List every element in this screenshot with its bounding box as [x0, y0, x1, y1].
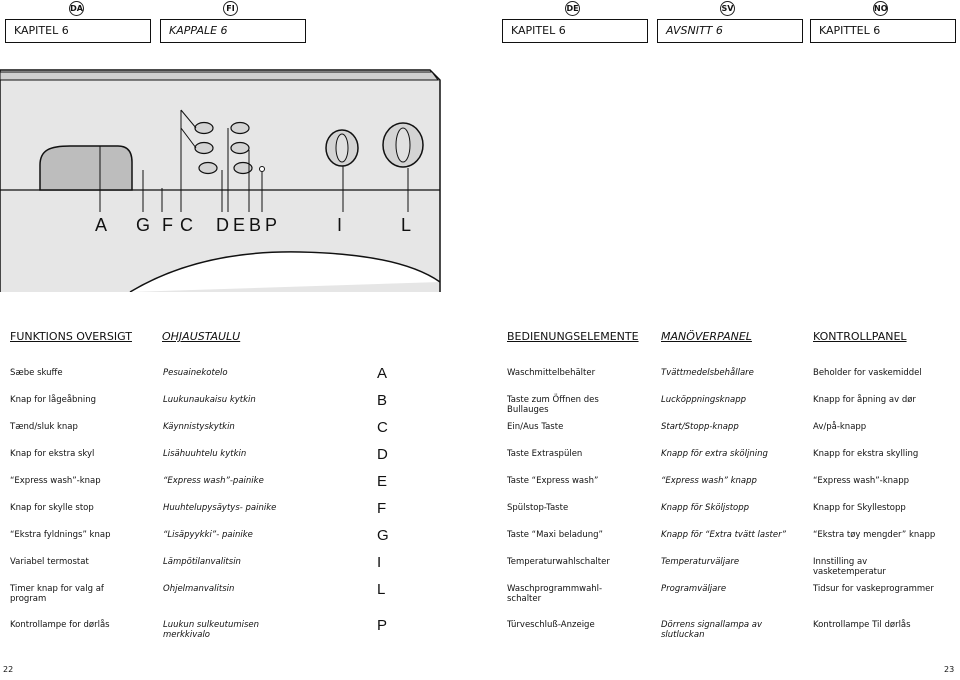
- row-g-fi: “Lisäpyykki”- painike: [163, 530, 253, 540]
- panel-letter-i: I: [337, 215, 343, 235]
- row-c-key: C: [377, 419, 388, 436]
- language-badge-de: DE: [565, 1, 580, 16]
- panel-letter-d: D: [216, 215, 229, 235]
- row-e-sv: “Express wash” knapp: [661, 476, 757, 486]
- row-l-de: Waschprogrammwahl-schalter: [507, 584, 603, 604]
- button-upper-left: [195, 123, 213, 134]
- row-i-no: Innstilling av vasketemperatur: [813, 557, 886, 577]
- language-badge-sv: SV: [720, 1, 735, 16]
- row-a-key: A: [377, 365, 388, 382]
- page-number-left: 22: [3, 665, 14, 674]
- row-l-fi: Ohjelmanvalitsin: [163, 584, 235, 594]
- row-p-fi: Luukun sulkeutumisen merkkivalo: [163, 620, 260, 640]
- button-lower-left: [199, 163, 217, 174]
- row-c-de: Ein/Aus Taste: [507, 422, 564, 432]
- row-a-fi: Pesuainekotelo: [163, 368, 228, 378]
- row-l-no: Tidsur for vaskeprogrammer: [813, 584, 934, 594]
- row-f-no: Knapp for Skyllestopp: [813, 503, 906, 513]
- row-d-no: Knapp for ekstra skylling: [813, 449, 919, 459]
- row-d-sv: Knapp för extra sköljning: [661, 449, 768, 459]
- heading-sv: MANÖVERPANEL: [661, 330, 752, 343]
- row-i-de: Temperaturwahlschalter: [507, 557, 610, 567]
- row-l-da: Timer knap for valg af program: [10, 584, 104, 604]
- row-f-fi: Huuhtelupysäytys- painike: [163, 503, 277, 513]
- chapter-box-de: KAPITEL 6: [502, 19, 648, 43]
- chapter-box-no: KAPITTEL 6: [810, 19, 956, 43]
- panel-letter-e: E: [233, 215, 246, 235]
- row-p-de: Türveschluß-Anzeige: [507, 620, 595, 630]
- row-b-key: B: [377, 392, 388, 409]
- row-d-da: Knap for ekstra skyl: [10, 449, 95, 459]
- chapter-box-da: KAPITEL 6: [5, 19, 151, 43]
- row-c-sv: Start/Stopp-knapp: [661, 422, 739, 432]
- row-f-sv: Knapp för Sköljstopp: [661, 503, 750, 513]
- row-f-key: F: [377, 500, 387, 517]
- heading-no: KONTROLLPANEL: [813, 330, 907, 343]
- language-badge-fi: FI: [223, 1, 238, 16]
- row-b-de: Taste zum Öffnen des Bullauges: [507, 395, 599, 415]
- button-upper-right: [231, 123, 249, 134]
- row-l-sv: Programväljare: [661, 584, 727, 594]
- row-a-da: Sæbe skuffe: [10, 368, 63, 378]
- row-a-de: Waschmittelbehälter: [507, 368, 596, 378]
- row-i-key: I: [377, 554, 382, 571]
- row-p-sv: Dörrens signallampa av slutluckan: [661, 620, 763, 640]
- door-lock-lamp: [260, 167, 265, 172]
- row-a-sv: Tvättmedelsbehållare: [661, 368, 754, 378]
- control-panel-illustration: [0, 52, 960, 292]
- panel-letter-f: F: [162, 215, 173, 235]
- row-f-de: Spülstop-Taste: [507, 503, 569, 513]
- row-c-fi: Käynnistyskytkin: [163, 422, 235, 432]
- heading-fi: OHJAUSTAULU: [162, 330, 241, 343]
- page-number-right: 23: [944, 665, 955, 674]
- panel-letter-c: C: [180, 215, 193, 235]
- row-p-key: P: [377, 617, 388, 634]
- button-middle-left: [195, 143, 213, 154]
- chapter-box-sv: AVSNITT 6: [657, 19, 803, 43]
- row-g-key: G: [377, 527, 389, 544]
- row-g-no: “Ekstra tøy mengder” knapp: [813, 530, 936, 540]
- row-b-fi: Luukunaukaisu kytkin: [163, 395, 256, 405]
- language-badge-no: NO: [873, 1, 888, 16]
- row-g-da: “Ekstra fyldnings” knap: [10, 530, 111, 540]
- row-b-da: Knap for lågeåbning: [10, 395, 96, 405]
- button-middle-right: [231, 143, 249, 154]
- row-c-da: Tænd/sluk knap: [10, 422, 78, 432]
- row-d-key: D: [377, 446, 388, 463]
- detergent-drawer: [40, 146, 132, 190]
- row-f-da: Knap for skylle stop: [10, 503, 94, 513]
- row-p-no: Kontrollampe Til dørlås: [813, 620, 911, 630]
- row-c-no: Av/på-knapp: [813, 422, 867, 432]
- row-d-de: Taste Extraspülen: [507, 449, 583, 459]
- row-e-key: E: [377, 473, 388, 490]
- panel-letter-l: L: [401, 215, 412, 235]
- row-p-da: Kontrollampe for dørlås: [10, 620, 110, 630]
- row-g-de: Taste “Maxi beladung”: [507, 530, 603, 540]
- row-i-fi: Lämpötilanvalitsin: [163, 557, 241, 567]
- panel-letter-a: A: [95, 215, 108, 235]
- language-badge-da: DA: [69, 1, 84, 16]
- row-a-no: Beholder for vaskemiddel: [813, 368, 922, 378]
- heading-da: FUNKTIONS OVERSIGT: [10, 330, 132, 343]
- panel-letter-p: P: [265, 215, 278, 235]
- row-e-de: Taste “Express wash”: [507, 476, 599, 486]
- row-l-key: L: [377, 581, 386, 598]
- row-e-no: “Express wash”-knapp: [813, 476, 910, 486]
- panel-letter-b: B: [249, 215, 262, 235]
- row-i-da: Variabel termostat: [10, 557, 89, 567]
- row-b-sv: Lucköppningsknapp: [661, 395, 746, 405]
- row-e-da: “Express wash”-knap: [10, 476, 101, 486]
- row-d-fi: Lisähuuhtelu kytkin: [163, 449, 247, 459]
- row-i-sv: Temperaturväljare: [661, 557, 740, 567]
- heading-de: BEDIENUNGSELEMENTE: [507, 330, 639, 343]
- row-e-fi: “Express wash”-painike: [163, 476, 264, 486]
- chapter-box-fi: KAPPALE 6: [160, 19, 306, 43]
- row-b-no: Knapp for åpning av dør: [813, 395, 916, 405]
- row-g-sv: Knapp för “Extra tvätt laster”: [661, 530, 786, 540]
- panel-letter-g: G: [136, 215, 151, 235]
